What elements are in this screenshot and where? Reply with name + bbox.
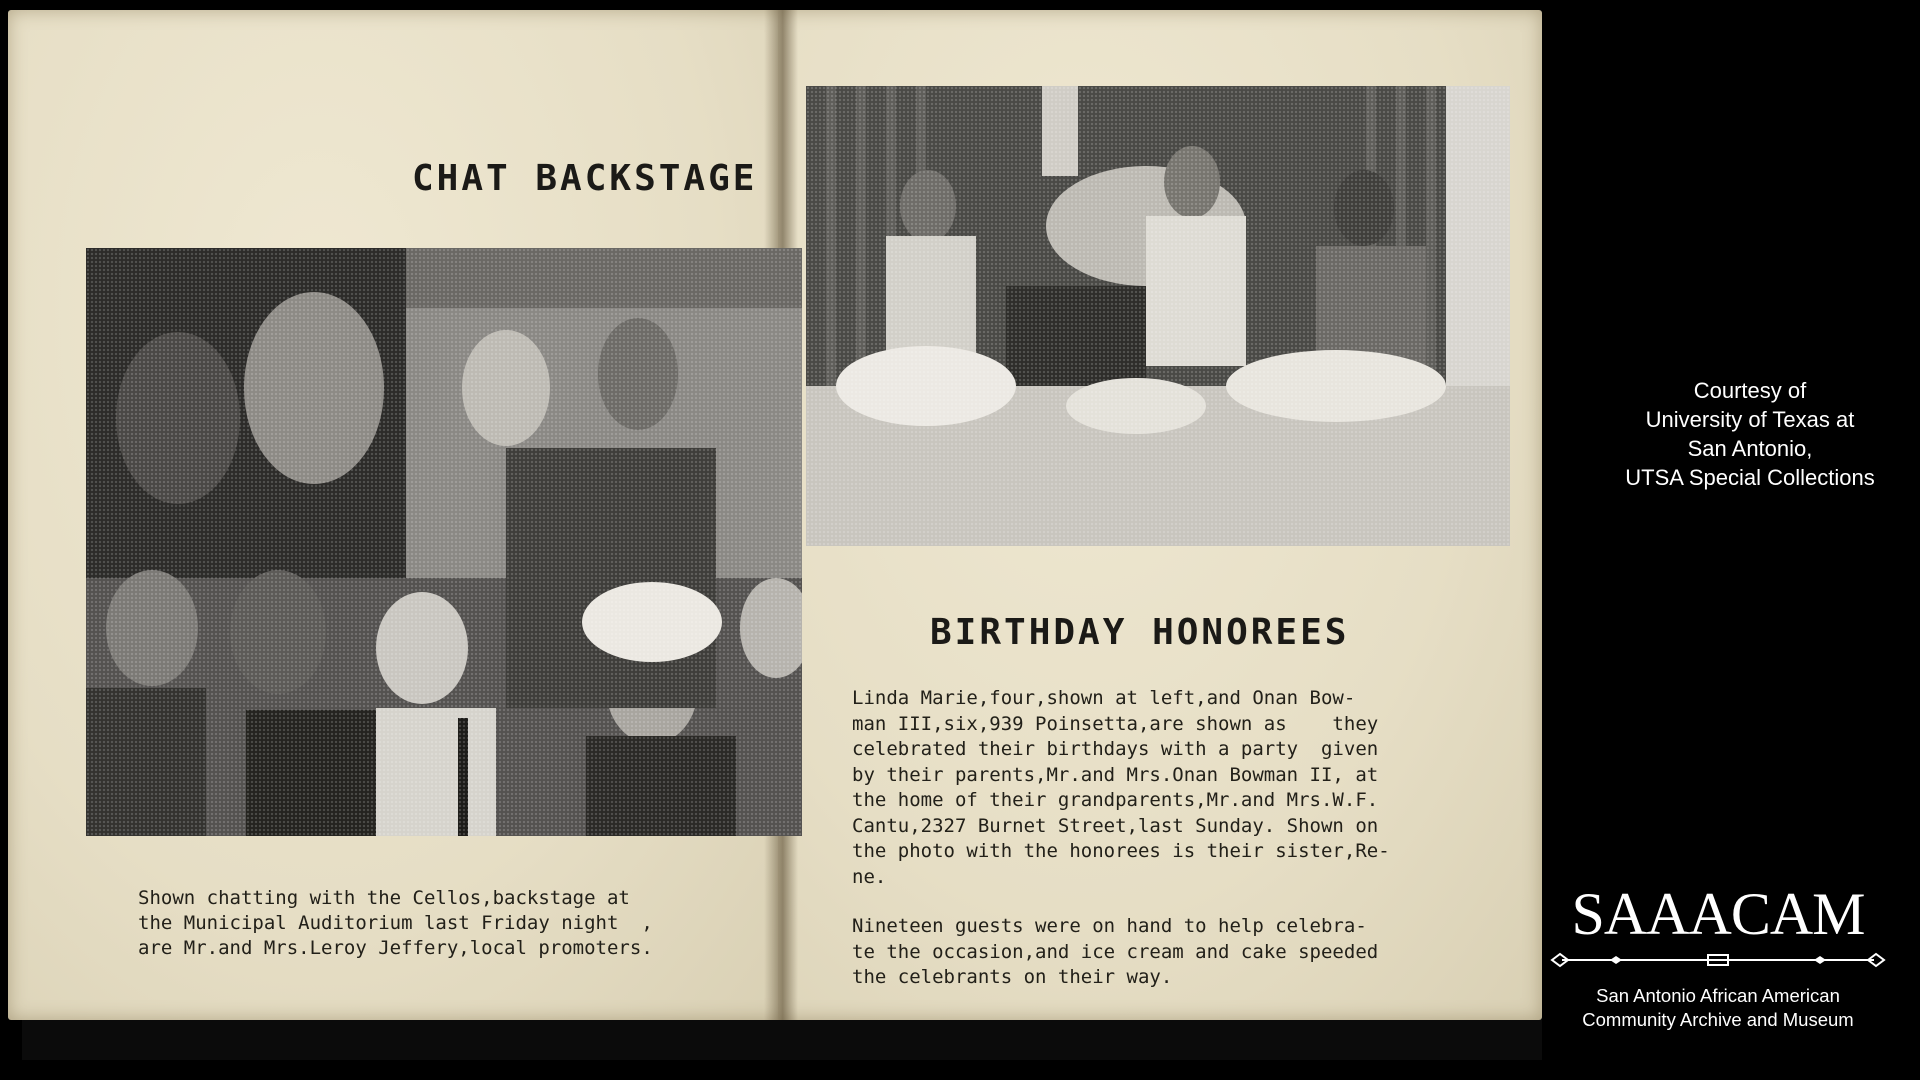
article-line: the photo with the honorees is their sister,Re- [852,840,1390,862]
credit-line: San Antonio, [1687,436,1813,461]
birthday-article-body [852,686,1432,1015]
article-line: te the occasion,and ice cream and cake speeded [852,940,1379,963]
article-line: man III,six,939 Poinsetta,are shown as they [852,712,1379,735]
birthday-party-photo [806,86,1510,546]
article-line: Cantu,2327 Burnet Street,last Sunday. Shown on [852,814,1379,837]
logo-subtitle-line: San Antonio African American [1596,985,1840,1006]
saaacam-logo [1548,880,1888,1040]
article-line: the celebrants on their way. [852,966,1173,988]
article-line: celebrated their birthdays with a party given [852,738,1379,760]
chat-backstage-headline: CHAT BACKSTAGE [412,158,758,199]
logo-wordmark: SAAACAM [1571,881,1865,947]
halftone-texture [806,86,1510,546]
article-line: Nineteen guests were on hand to help celebra- [852,915,1367,937]
caption-line: are Mr.and Mrs.Leroy Jeffery,local promoters. [138,937,653,959]
backstage-group-photo [86,248,802,836]
credit-line: University of Texas at [1645,407,1855,432]
logo-subtitle [1548,984,1888,1032]
credit-line: Courtesy of [1693,378,1807,403]
credit-line: UTSA Special Collections [1625,465,1875,490]
logo-subtitle-line: Community Archive and Museum [1582,1009,1854,1030]
article-line: Linda Marie,four,shown at left,and Onan Bow- [852,687,1356,709]
halftone-texture [86,248,802,836]
birthday-honorees-headline: BIRTHDAY HONOREES [930,612,1350,653]
courtesy-credit [1600,376,1900,492]
caption-line: the Municipal Auditorium last Friday night , [138,912,653,934]
caption-line: Shown chatting with the Cellos,backstage at [138,887,630,909]
article-line: the home of their grandparents,Mr.and Mrs.W.F. [852,789,1379,811]
chat-backstage-caption [138,886,738,961]
article-paragraph [852,914,1432,991]
article-paragraph [852,686,1432,890]
article-line: by their parents,Mr.and Mrs.Onan Bowman II, at [852,763,1379,786]
logo-ornament-rule [1548,952,1888,968]
article-line: ne. [852,865,887,888]
